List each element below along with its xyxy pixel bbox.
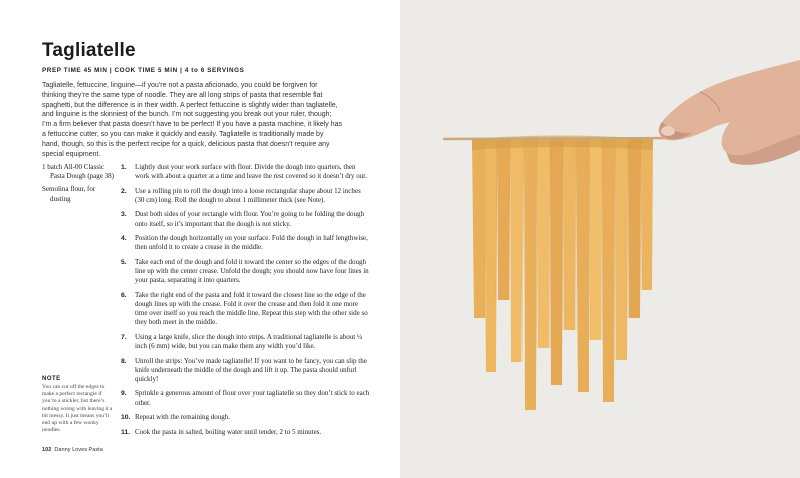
step-number: 2.: [121, 187, 127, 195]
step-text: Use a rolling pin to roll the dough into a loose rectangular shape about 12 inches (30 cm) long. Roll the dough to about 1 millimeter thick (see Note).: [135, 186, 361, 204]
ingredient-list: [42, 163, 117, 208]
step-item: [121, 413, 371, 422]
book-title: Danny Loves Pasta: [54, 447, 103, 453]
step-number: 11.: [121, 428, 131, 436]
recipe-intro: Tagliatelle, fettuccine, linguine—if you’re not a pasta aficionado, you could be forgiven for thinking they’re the same type of noodle. They are all long strips of pasta that resemble flat spaghetti, but the difference is in their width. A perfect fettuccine is slightly wider than tagliatelle, and linguine is the skinniest of the bunch. I’m not suggesting you break out your ruler, though; I’m a firm believer that pasta doesn’t have to be perfect! If you have a pasta machine, it likely has a fettuccine cutter, so you can make it quickly and easily. Tagliatelle is traditionally made by hand, though, so this is the perfect recipe for a quick, delicious pasta that doesn’t require any special equipment.: [42, 82, 342, 158]
page-footer: [42, 447, 103, 453]
step-text: Take the right end of the pasta and fold it toward the closest line so the edge of the dough lines up with the crease. Fold it over the crease and then fold it one more time over itself so you reach the middle line. Repeat this step with the other side so they both meet in the middle.: [135, 290, 368, 327]
step-item: [121, 357, 371, 385]
step-item: [121, 187, 371, 205]
note-text: You can cut off the edges to make a perfect rectangle if you’re a stickler, but there’s nothing wrong with leaving it a bit messy. It just means you’ll end up with a few wonky noodles.: [42, 384, 113, 434]
step-number: 5.: [121, 258, 127, 266]
step-number: 1.: [121, 164, 127, 171]
step-number: 6.: [121, 291, 127, 299]
step-text: Position the dough horizontally on your surface. Fold the dough in half lengthwise, then unfold it to create a crease in the middle.: [135, 234, 368, 252]
step-text: Dust both sides of your rectangle with flour. You’re going to be folding the dough onto itself, so it’s important that the dough is not sticky.: [135, 210, 365, 228]
photo-page: [400, 0, 800, 478]
step-text: Lightly dust your work surface with flour. Divide the dough into quarters, then work with about a quarter at a time and leave the rest covered so it doesn’t dry out.: [135, 163, 367, 181]
page-number: 102: [42, 447, 52, 453]
ingredient-item: 1 batch All-00 Classic Pasta Dough (page 38): [42, 163, 114, 181]
recipe-meta: PREP TIME 45 MIN | COOK TIME 5 MIN | 4 to 6 SERVINGS: [42, 67, 245, 74]
step-text: Unroll the strips: You’ve made tagliatelle! If you want to be fancy, you can slip the knife underneath the middle of the dough and lift it up. The pasta should unfurl quickly!: [135, 356, 367, 383]
step-text: Repeat with the remaining dough.: [135, 413, 231, 422]
step-list: [121, 163, 371, 442]
step-item: [121, 163, 371, 181]
note-label: NOTE: [42, 376, 61, 382]
step-number: 4.: [121, 235, 127, 243]
step-item: [121, 258, 371, 286]
pasta-photo: [400, 0, 800, 478]
step-item: [121, 333, 371, 351]
step-number: 8.: [121, 357, 127, 365]
wooden-skewer: [444, 138, 678, 139]
step-number: 10.: [121, 414, 131, 422]
step-item: [121, 291, 371, 328]
step-text: Take each end of the dough and fold it toward the center so the edges of the dough line up with the center crease. Unfold the dough; you should now have four lines in your pasta, separating it into quarters.: [135, 257, 369, 285]
step-number: 3.: [121, 211, 127, 219]
step-text: Using a large knife, slice the dough into strips. A traditional tagliatelle is about ¼ inch (6 mm) wide, but you can make them any width you’d like.: [135, 332, 363, 351]
step-item: [121, 428, 371, 437]
step-item: [121, 210, 371, 228]
step-text: Cook the pasta in salted, boiling water until tender, 2 to 5 minutes.: [135, 427, 322, 436]
note-box: [42, 376, 114, 434]
step-number: 7.: [121, 333, 127, 341]
recipe-title: Tagliatelle: [42, 40, 136, 61]
step-number: 9.: [121, 390, 127, 398]
step-text: Sprinkle a generous amount of flour over your tagliatelle so they don’t stick to each other.: [135, 389, 370, 407]
step-item: [121, 234, 371, 252]
ingredient-item: Semolina flour, for dusting: [42, 185, 96, 203]
step-item: [121, 389, 371, 407]
